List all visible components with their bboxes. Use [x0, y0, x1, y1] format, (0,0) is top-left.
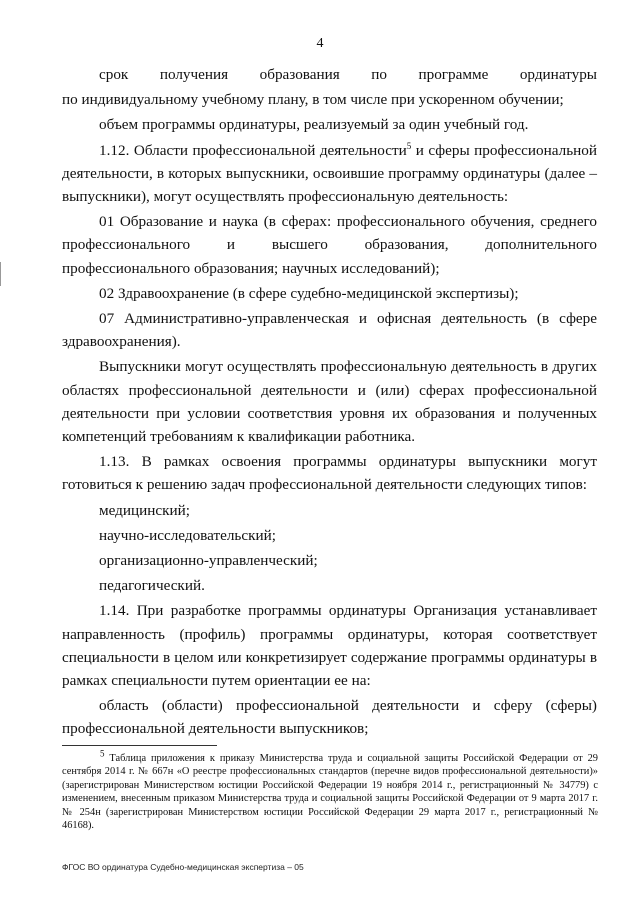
- page-number: 4: [316, 36, 324, 51]
- page-footer: ФГОС ВО ординатура Судебно-медицинская экспертиза – 05: [62, 862, 304, 872]
- paragraph: область (области) профессиональной деятельности и сферу (сферы) профессиональной деятельности выпускников;: [62, 697, 597, 738]
- list-item: организационно-управленческий;: [99, 552, 318, 570]
- paragraph-1-14: 1.14. При разработке программы ординатуры Организация устанавливает направленность (профиль) программы ординатуры, которая соответствует специальности в целом или конкретизирует содержание программы ординатуры в рамках специальности путем ориентации ее на:: [62, 602, 597, 690]
- footnote: [62, 748, 598, 832]
- scan-edge-mark: [0, 262, 1, 286]
- document-body: [62, 63, 597, 741]
- paragraph: объем программы ординатуры, реализуемый за один учебный год.: [99, 116, 529, 134]
- footnote-reference[interactable]: 5: [406, 140, 412, 151]
- paragraph-text-continued: и сферы профессиональной деятельности, в которых выпускники, освоившие программу ординатуры (далее – выпускники), могут осуществлять профессиональную деятельность:: [62, 141, 597, 206]
- paragraph: 02 Здравоохранение (в сфере судебно-медицинской экспертизы);: [99, 284, 519, 302]
- footnote-marker: 5: [100, 748, 105, 759]
- paragraph: 07 Административно-управленческая и офисная деятельность (в сфере здравоохранения).: [62, 310, 597, 351]
- list-item: научно-исследовательский;: [99, 526, 276, 544]
- footnote-text: Таблица приложения к приказу Министерства труда и социальной защиты Российской Федерации от 29 сентября 2014 г. № 667н «О реестре профессиональных стандартов (перечне видов профессиональной деятельности)» (зарегистрирован Министерством юстиции Российской Федерации 19 ноября 2014 г., регистрационный № 34779) с изменением, внесенным приказом Министерства труда и социальной защиты Российской Федерации от 9 марта 2017 г. № 254н (зарегистрирован Министерством юстиции Российской Федерации 29 марта 2017 г., регистрационный № 46168).: [62, 753, 598, 832]
- list-item: педагогический.: [99, 577, 205, 595]
- paragraph-1-12: [62, 139, 597, 209]
- list-item: медицинский;: [99, 501, 190, 519]
- footnote-separator: [62, 745, 217, 746]
- paragraph: Выпускники могут осуществлять профессиональную деятельность в других областях профессиональной деятельности и (или) сферах профессиональной деятельности при условии соответствия уровня их образования и полученных компетенций требованиям к квалификации работника.: [62, 358, 597, 446]
- paragraph-text: 1.12. Области профессиональной деятельности: [99, 141, 407, 159]
- paragraph: 01 Образование и наука (в сферах: профессионального обучения, среднего профессионального и высшего образования, дополнительного профессионального образования; научных исследований);: [62, 213, 597, 277]
- paragraph-1-13: 1.13. В рамках освоения программы ординатуры выпускники могут готовиться к решению задач профессиональной деятельности следующих типов:: [62, 453, 597, 494]
- paragraph: по индивидуальному учебному плану, в том числе при ускоренном обучении;: [62, 91, 564, 109]
- paragraph: срок получения образования по программе ординатуры: [99, 66, 597, 83]
